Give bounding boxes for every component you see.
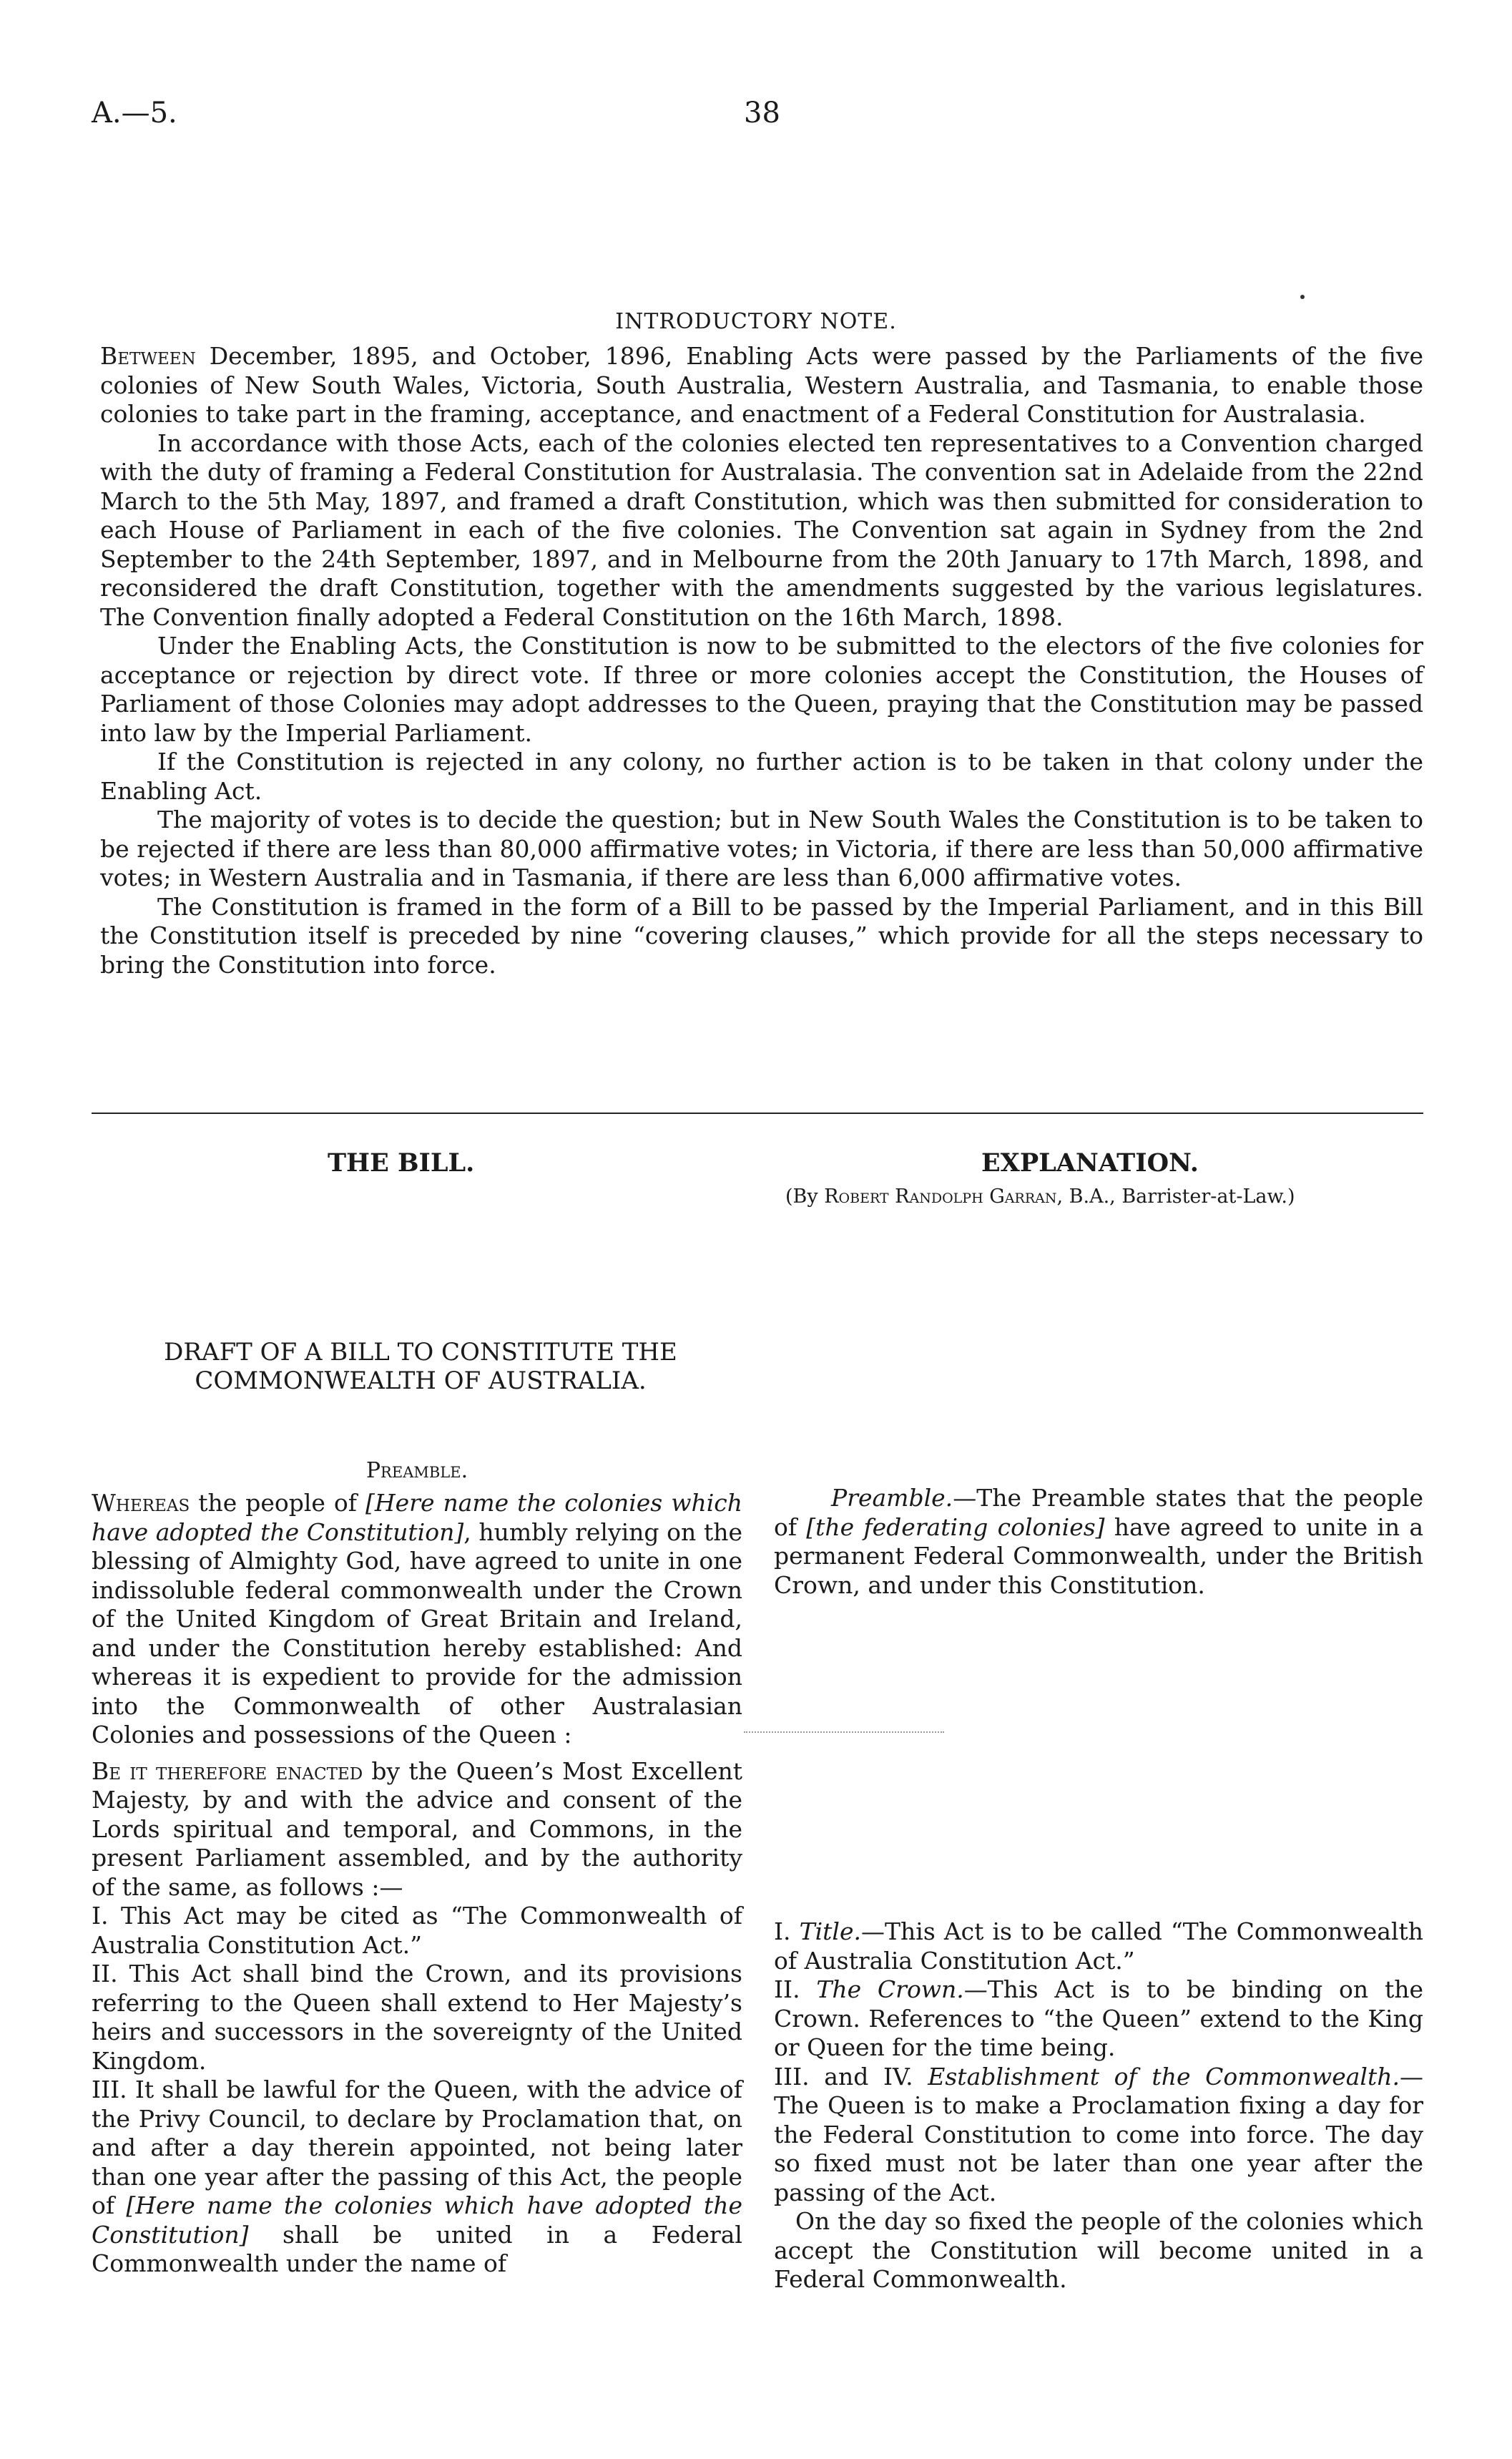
explanation-crown: II. The Crown.—This Act is to be binding on the Crown. References to “the Queen” extend to the King or Queen for the time being. xyxy=(774,1975,1423,2061)
byline: (By Robert Randolph Garran, B.A., Barrister-at-Law.) xyxy=(785,1185,1295,1208)
explanation-heading: EXPLANATION. xyxy=(981,1148,1199,1178)
ink-speck xyxy=(1300,295,1305,299)
bill-column xyxy=(92,1458,742,2279)
clause-2: II. This Act shall bind the Crown, and its provisions referring to the Queen shall extend to Her Majesty’s heirs and successors in the sovereignty of the United Kingdom. xyxy=(92,1960,742,2075)
clause-1: I. This Act may be cited as “The Commonwealth of Australia Constitution Act.” xyxy=(92,1902,742,1959)
page-number: 38 xyxy=(744,97,780,129)
dotted-leader xyxy=(744,1731,944,1733)
introductory-note xyxy=(100,342,1423,979)
preamble-heading: Preamble. xyxy=(365,1458,468,1483)
explanation-clauses xyxy=(774,1917,1423,2294)
series-number: A.—5. xyxy=(92,97,177,129)
intro-paragraph-4: If the Constitution is rejected in any colony, no further action is to be taken in that colony under the Enabling Act. xyxy=(100,748,1423,805)
intro-paragraph-1-text: December, 1895, and October, 1896, Enabling Acts were passed by the Parliaments of the five colonies of New South Wales, Victoria, South Australia, Western Australia, and Tasmania, to enable those colonies to take part in the framing, acceptance, and enactment of a Federal Constitution for Australasia. xyxy=(100,342,1423,428)
section-divider xyxy=(92,1113,1423,1114)
bill-title: DRAFT OF A BILL TO CONSTITUTE THE COMMONWEALTH OF AUSTRALIA. xyxy=(164,1338,677,1395)
intro-paragraph-5: The majority of votes is to decide the question; but in New South Wales the Constitution is to be taken to be rejected if there are less than 80,000 affirmative votes; in Victoria, if there are less than 50,000 affirmative votes; in Western Australia and in Tasmania, if there are less than 6,000 affirmative votes. xyxy=(100,806,1423,891)
explanation-preamble-block xyxy=(774,1484,1423,1600)
explanation-day: On the day so fixed the people of the colonies which accept the Constitution will become united in a Federal Commonwealth. xyxy=(774,2207,1423,2293)
intro-paragraph-6: The Constitution is framed in the form of a Bill to be passed by the Imperial Parliament, and in this Bill the Constitution itself is preceded by nine “covering clauses,” which provide for all the steps necessary to bring the Constitution into force. xyxy=(100,892,1423,979)
explanation-title: I. Title.—This Act is to be called “The Commonwealth of Australia Constitution Act.” xyxy=(774,1917,1423,1975)
intro-title: INTRODUCTORY NOTE. xyxy=(615,309,897,334)
enacting-clause: Be it therefore enacted by the Queen’s Most Excellent Majesty, by and with the advice and consent of the Lords spiritual and temporal, and Commons, in the present Parliament assembled, and by the authority of the same, as follows :— xyxy=(92,1756,742,1901)
clause-3: III. It shall be lawful for the Queen, with the advice of the Privy Council, to declare by Proclamation that, on and after a day therein appointed, not being later than one year after the passing of this Act, the people of [Here name the colonies which have adopted the Constitution] shall be united in a Federal Commonwealth under the name of xyxy=(92,2076,742,2277)
explanation-preamble: Preamble.—The Preamble states that the people of [the federating colonies] have agreed to unite in a permanent Federal Commonwealth, under the British Crown, and under this Constitution. xyxy=(774,1484,1424,1599)
intro-paragraph-3: Under the Enabling Acts, the Constitution is now to be submitted to the electors of the five colonies for acceptance or rejection by direct vote. If three or more colonies accept the Constitution, the Houses of Parliament of those Colonies may adopt addresses to the Queen, praying that the Constitution may be passed into law by the Imperial Parliament. xyxy=(100,632,1423,747)
intro-paragraph-1 xyxy=(100,342,1423,429)
bill-preamble: Whereas the people of [Here name the colonies which have adopted the Constitution], humbly relying on the blessing of Almighty God, have agreed to unite in one indissoluble federal commonwealth under the Crown of the United Kingdom of Great Britain and Ireland, and under the Constitution hereby established: And whereas it is expedient to provide for the admission into the Commonwealth of other Australasian Colonies and possessions of the Queen : xyxy=(92,1489,742,1749)
byline-author: Robert Randolph Garran xyxy=(824,1185,1057,1208)
bill-heading: THE BILL. xyxy=(328,1148,475,1178)
explanation-establishment: III. and IV. Establishment of the Commonwealth.—The Queen is to make a Proclamation fixing a day for the Federal Constitution to come into force. The day so fixed must not be later than one year after the passing of the Act. xyxy=(774,2062,1423,2206)
intro-lead-word: Between xyxy=(100,342,196,370)
intro-paragraph-2: In accordance with those Acts, each of the colonies elected ten representatives to a Convention charged with the duty of framing a Federal Constitution for Australasia. The convention sat in Adelaide from the 22nd March to the 5th May, 1897, and framed a draft Constitution, which was then submitted for consideration to each House of Parliament in each of the five colonies. The Convention sat again in Sydney from the 2nd September to the 24th September, 1897, and in Melbourne from the 20th January to 17th March, 1898, and reconsidered the draft Constitution, together with the amendments suggested by the various legislatures. The Convention finally adopted a Federal Constitution on the 16th March, 1898. xyxy=(100,429,1423,631)
